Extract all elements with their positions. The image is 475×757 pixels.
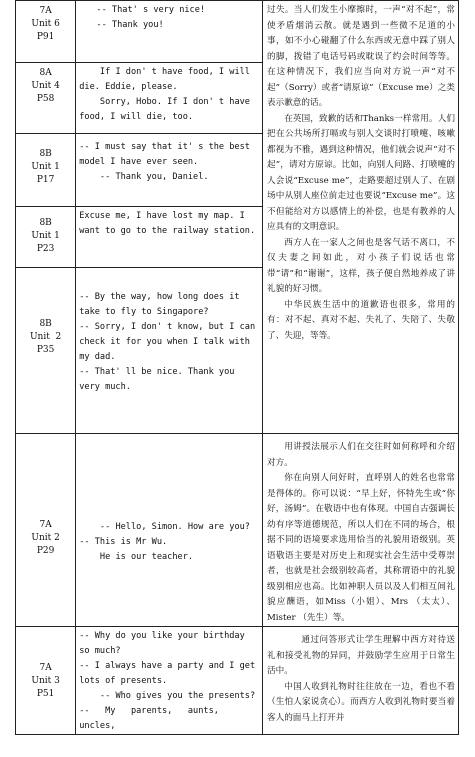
grade-label: 8B [39,218,52,228]
dialog-cell [76,1,263,63]
dialog-line: -- Why do you like your birthday so much? [79,631,250,656]
dialog-cell [76,268,263,434]
table-row [16,434,459,627]
dialog-line: -- Thank you, Daniel. [79,172,209,182]
page-label: P58 [36,94,55,104]
dialog-line: If I don' t have food, I will die. Eddie, please. [79,67,256,92]
note-paragraph: 中国人收到礼物时往往放在一边，看也不看（生怕人家说贪心）。而西方人收到礼物时要当着客人的面马上打开并 [267,681,455,723]
unit-label: Unit 1 [31,231,60,241]
table-row [16,627,459,735]
dialog-line: Excuse me, I have lost my map. I want to go to the railway station. [79,211,256,236]
note-paragraph: 通过问答形式让学生理解中西方对待送礼和接受礼物的异同，并鼓励学生应用于日常生活中。 [267,635,455,676]
note-paragraph: 过失。当人们发生小摩擦时，一声“对不起”，常使矛盾烟消云散。就是遇到一些微不足道的小事，如不小心碰翻了什么东西或无意中踩了别人的脚，拨错了电话号码或耽误了约会时间等等。在这种情况下，我们应当向对方说一声“对不起”（Sorry）或者“请原谅”（Excuse me）之类表示歉意的话。 [267,5,455,108]
dialog-line: -- This is Mr Wu. [79,537,168,547]
dialog-line: -- That' s very nice! [96,5,206,15]
unit-label: Unit 1 [31,162,60,172]
note-cell [263,1,459,434]
note-paragraph: 西方人在一家人之间也是客气话不离口，不仅夫妻之间如此，对小孩子们说话也常带“请”和“谢谢”，这样，孩子便自然地养成了讲礼貌的好习惯。 [267,237,455,294]
grade-label: 7A [39,663,52,673]
unit-cell [16,1,76,63]
unit-label: Unit 4 [31,81,60,91]
dialog-line: -- Hello, Simon. How are you? [79,522,250,532]
page-label: P29 [36,546,55,556]
note-paragraph: 你在向别人问好时，直呼别人的姓名也常常是得体的。你可以说：“早上好，怀特先生或“你好，汤姆”。在敬语中也有体现。中国自古强调长幼有序等道德规范，所以人们在不同的场合，根据不同的语境要求选用恰当的礼貌用语级别。英语敬语主要是对历史上和现实社会生活中受尊崇者，也就是社会级别较高者，其称谓语中的礼貌级别相应也高。比如神职人员以及人们相互间礼貌应酬语，如Miss（小姐）、Mrs （太太）、Mister （先生）等。 [267,473,455,623]
note-paragraph: 用讲授法展示人们在交往时如何称呼和介绍对方。 [267,442,455,468]
unit-cell [16,207,76,268]
dialog-cell [76,134,263,207]
table-row [16,1,459,63]
grade-label: 7A [39,520,52,530]
grade-label: 8B [39,149,52,159]
grade-label: 7A [39,6,52,16]
unit-cell [16,268,76,434]
dialog-cell [76,63,263,134]
dialog-line: He is our teacher. [79,552,194,562]
dialog-line: -- I must say that it' s the best model I have ever seen. [79,142,256,167]
dialog-line: -- Thank you! [96,20,164,30]
dialog-line: Sorry, Hobo. If I don' t have food, I will die, too. [79,97,256,122]
dialog-line: -- By the way, how long does it take to fly to Singapore? [79,292,245,317]
page-label: P51 [36,689,55,699]
unit-cell [16,434,76,627]
grade-label: 8B [39,319,52,329]
note-paragraph: 中华民族生活中的道歉语也很多，常用的有：对不起、真对不起、失礼了、失陪了、失敬了、失迎，等等。 [267,299,455,341]
lesson-table [15,0,459,735]
unit-cell [16,627,76,735]
dialog-line: -- Sorry, I don' t know, but I can check it for you when I talk with my dad. [79,322,261,362]
dialog-line: -- That' ll be nice. Thank you very much. [79,367,240,392]
unit-label: Unit 2 [31,533,60,543]
unit-cell [16,63,76,134]
note-cell [263,434,459,627]
grade-label: 8A [39,68,52,78]
dialog-line: -- Who gives you the presents? [79,691,256,701]
note-cell [263,627,459,735]
dialog-cell [76,207,263,268]
page-label: P91 [36,32,55,42]
dialog-cell [76,434,263,627]
note-paragraph: 在英国，致歉的话和Thanks一样常用。人们把在公共场所打嗝或与别人交谈时打喷嚏、咳嗽都视为不雅，遇到这种情况，他们就会说声“对不起”，请对方原谅。比如，向别人问路、打喷嚏的人会说“Excuse me”，走路要超过别人了、在剧场中从别人座位前走过也要说“Excuse me”。这不但能给对方以感情上的补偿，也是有教养的人应具有的文明意识。 [267,113,455,232]
dialog-cell [76,627,263,735]
page-label: P35 [36,345,55,355]
page-label: P23 [36,244,55,254]
unit-label: Unit 2 [29,332,62,342]
unit-cell [16,134,76,207]
page-label: P17 [36,175,55,185]
dialog-line: -- My parents, aunts, uncles, [79,706,235,731]
unit-label: Unit 3 [31,676,60,686]
dialog-line: -- I always have a party and I get lots of presents. [79,661,261,686]
unit-label: Unit 6 [31,19,60,29]
